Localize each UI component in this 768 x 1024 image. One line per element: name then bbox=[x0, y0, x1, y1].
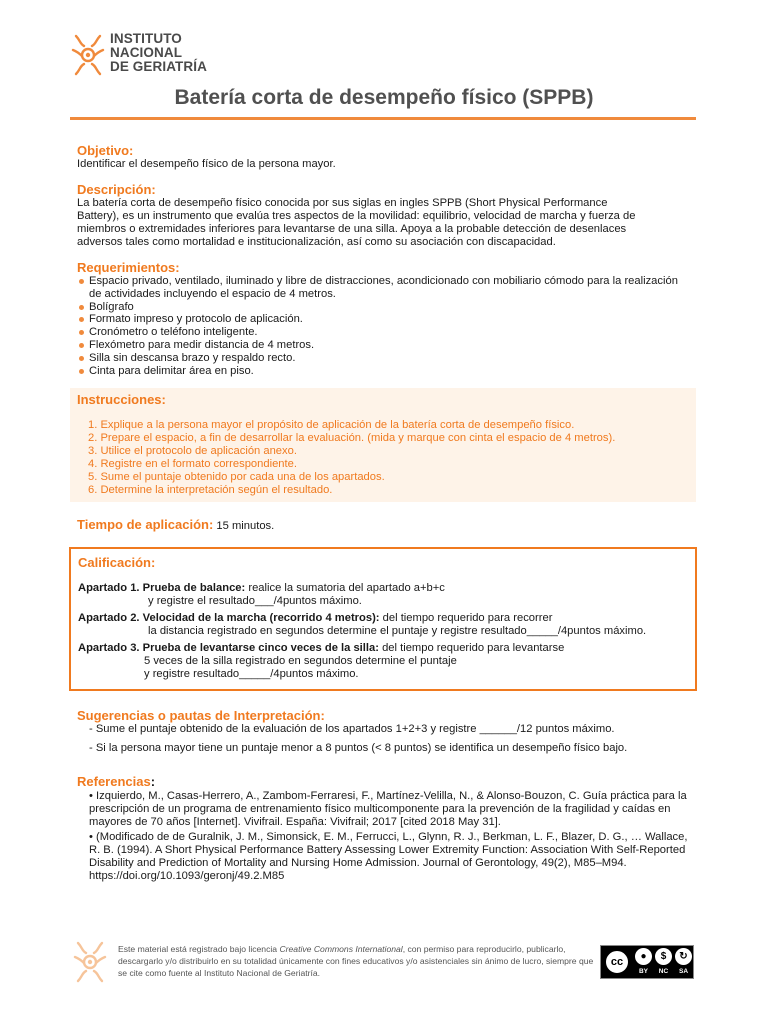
license-name: Creative Commons International bbox=[279, 944, 403, 954]
apartado-3 bbox=[78, 642, 687, 681]
cc-symbols bbox=[635, 948, 692, 965]
reference-item: • Izquierdo, M., Casas-Herrero, A., Zambom-Ferraresi, F., Martínez-Velilla, N., & Alonso-Bouzon, C. Guía práctica para la prescripción de un programa de entrenamiento físico multicomponente para la prevención de la fragilidad y caídas en mayores de 70 años [Internet]. Vivifrail. España: Vivifrail; 2017 [cited 2018 May 31]. bbox=[89, 790, 687, 828]
logo-text bbox=[110, 32, 207, 74]
requerimientos-heading: Requerimientos: bbox=[77, 260, 180, 275]
list-item: Espacio privado, ventilado, iluminado y libre de distracciones, acondicionado con mobiliario cómodo para la realización de actividades incluyendo el espacio de 4 metros. bbox=[77, 275, 690, 301]
apartado-1-line2: y registre el resultado___/4puntos máximo. bbox=[148, 595, 362, 607]
license-text-part: , con permiso para reproducirlo, publicarlo, descargarlo y/o distribuirlo en su totalidad únicamente con fines educativos y/o asistenciales sin ánimo de lucro, siempre que se cite como fuente al Instituto Nacional de Geriatría. bbox=[118, 944, 594, 978]
cc-label: NC bbox=[658, 968, 669, 975]
institute-logo bbox=[70, 32, 207, 78]
apartado-3-title: Apartado 3. Prueba de levantarse cinco veces de la silla: bbox=[78, 642, 379, 654]
instrucciones-box bbox=[70, 388, 696, 502]
ing-logo-icon bbox=[70, 939, 110, 985]
list-item: 5. Sume el puntaje obtenido por cada una de los apartados. bbox=[88, 471, 385, 483]
list-item: Formato impreso y protocolo de aplicación. bbox=[77, 313, 690, 326]
referencias-heading: Referencias bbox=[77, 774, 151, 789]
descripcion-line: adversos tales como mortalidad e institucionalización, así como su asociación con discapacidad. bbox=[77, 236, 556, 248]
tiempo-value: 15 minutos. bbox=[216, 520, 275, 532]
list-item: Cronómetro o teléfono inteligente. bbox=[77, 326, 690, 339]
logo-line: NACIONAL bbox=[110, 45, 183, 60]
calificacion-heading: Calificación: bbox=[78, 555, 156, 570]
logo-line: DE GERIATRÍA bbox=[110, 59, 207, 74]
license-text-part: Este material está registrado bajo licencia bbox=[118, 944, 280, 954]
list-item: 3. Utilice el protocolo de aplicación anexo. bbox=[88, 445, 297, 457]
tiempo-section bbox=[77, 518, 698, 533]
descripcion-line: La batería corta de desempeño físico conocida por sus siglas en ingles SPPB (Short Physical Performance bbox=[77, 197, 608, 209]
list-item: 6. Determine la interpretación según el resultado. bbox=[88, 484, 333, 496]
list-item: Silla sin descansa brazo y respaldo recto. bbox=[77, 352, 690, 365]
sugerencia-line: - Si la persona mayor tiene un puntaje menor a 8 puntos (< 8 puntos) se identifica un desempeño físico bajo. bbox=[89, 742, 628, 754]
descripcion-section bbox=[77, 183, 698, 249]
calificacion-box bbox=[69, 547, 697, 691]
cc-label: BY bbox=[638, 968, 649, 975]
logo-line: INSTITUTO bbox=[110, 31, 182, 46]
list-item: Bolígrafo bbox=[77, 301, 690, 314]
cc-license-icon bbox=[600, 945, 694, 979]
calificacion-rows bbox=[78, 582, 687, 685]
referencias-section bbox=[77, 775, 690, 886]
cc-icon: cc bbox=[604, 949, 630, 975]
instrucciones-heading: Instrucciones: bbox=[77, 392, 166, 407]
list-item: 2. Prepare el espacio, a fin de desarrollar la evaluación. (mida y marque con cinta el espacio de 4 metros). bbox=[88, 432, 616, 444]
apartado-2-text: del tiempo requerido para recorrer bbox=[379, 612, 553, 624]
sugerencias-section bbox=[77, 709, 698, 755]
list-item: 1. Explique a la persona mayor el propósito de aplicación de la batería corta de desempeño físico. bbox=[88, 419, 575, 431]
cc-label: SA bbox=[678, 968, 689, 975]
sugerencias-heading: Sugerencias o pautas de Interpretación: bbox=[77, 708, 325, 723]
footer bbox=[70, 939, 696, 985]
tiempo-heading: Tiempo de aplicación: bbox=[77, 517, 214, 532]
apartado-1-text: realice la sumatoria del apartado a+b+c bbox=[245, 582, 445, 594]
license-text bbox=[118, 943, 598, 979]
referencias-colon: : bbox=[150, 774, 156, 789]
objetivo-heading: Objetivo: bbox=[77, 143, 134, 158]
apartado-3-text: del tiempo requerido para levantarse bbox=[378, 642, 565, 654]
descripcion-line: Battery), es un instrumento que evalúa tres aspectos de la movilidad: equilibrio, velocidad de marcha y fuerza de bbox=[77, 210, 636, 222]
sa-icon: ↻ bbox=[675, 948, 692, 965]
requerimientos-section bbox=[77, 261, 690, 377]
instrucciones-list bbox=[88, 419, 615, 497]
nc-icon: $ bbox=[655, 948, 672, 965]
title-divider bbox=[70, 117, 696, 120]
requerimientos-list bbox=[77, 275, 690, 377]
sugerencia-line: - Sume el puntaje obtenido de la evaluación de los apartados 1+2+3 y registre ______/12 puntos máximo. bbox=[89, 723, 615, 735]
cc-labels bbox=[635, 968, 692, 975]
list-item: Flexómetro para medir distancia de 4 metros. bbox=[77, 339, 690, 352]
apartado-2-title: Apartado 2. Velocidad de la marcha (recorrido 4 metros): bbox=[78, 612, 380, 624]
apartado-1 bbox=[78, 582, 687, 608]
objetivo-text: Identificar el desempeño físico de la persona mayor. bbox=[77, 158, 336, 170]
page-title: Batería corta de desempeño físico (SPPB) bbox=[174, 86, 594, 109]
list-item: 4. Registre en el formato correspondiente. bbox=[88, 458, 297, 470]
ing-logo-icon bbox=[70, 32, 106, 78]
apartado-2-line2: la distancia registrado en segundos determine el puntaje y registre resultado_____/4puntos máximo. bbox=[148, 625, 647, 637]
by-icon: ● bbox=[635, 948, 652, 965]
descripcion-line: miembros o extremidades inferiores para levantarse de una silla. Apoya a la probable detección de desenlaces bbox=[77, 223, 627, 235]
list-item: Cinta para delimitar área en piso. bbox=[77, 365, 690, 378]
objetivo-section bbox=[77, 144, 698, 171]
apartado-2 bbox=[78, 612, 687, 638]
apartado-3-line2: 5 veces de la silla registrado en segundos determine el puntaje bbox=[144, 655, 457, 667]
apartado-3-line3: y registre resultado_____/4puntos máximo. bbox=[144, 668, 359, 680]
reference-item: • (Modificado de de Guralnik, J. M., Simonsick, E. M., Ferrucci, L., Glynn, R. J., Berkman, L. F., Blazer, D. G., … Wallace, R. B. (1994). A Short Physical Performance Battery Assessing Lower Extremity Function: Association With Self-Reported Disability and Prediction of Mortality and Nursing Home Admission. Journal of Gerontology, 49(2), M85–M94. https://doi.org/10.1093/geronj/49.2.M85 bbox=[89, 831, 688, 882]
descripcion-heading: Descripción: bbox=[77, 182, 156, 197]
footer-logo bbox=[70, 939, 110, 990]
apartado-1-title: Apartado 1. Prueba de balance: bbox=[78, 582, 246, 594]
